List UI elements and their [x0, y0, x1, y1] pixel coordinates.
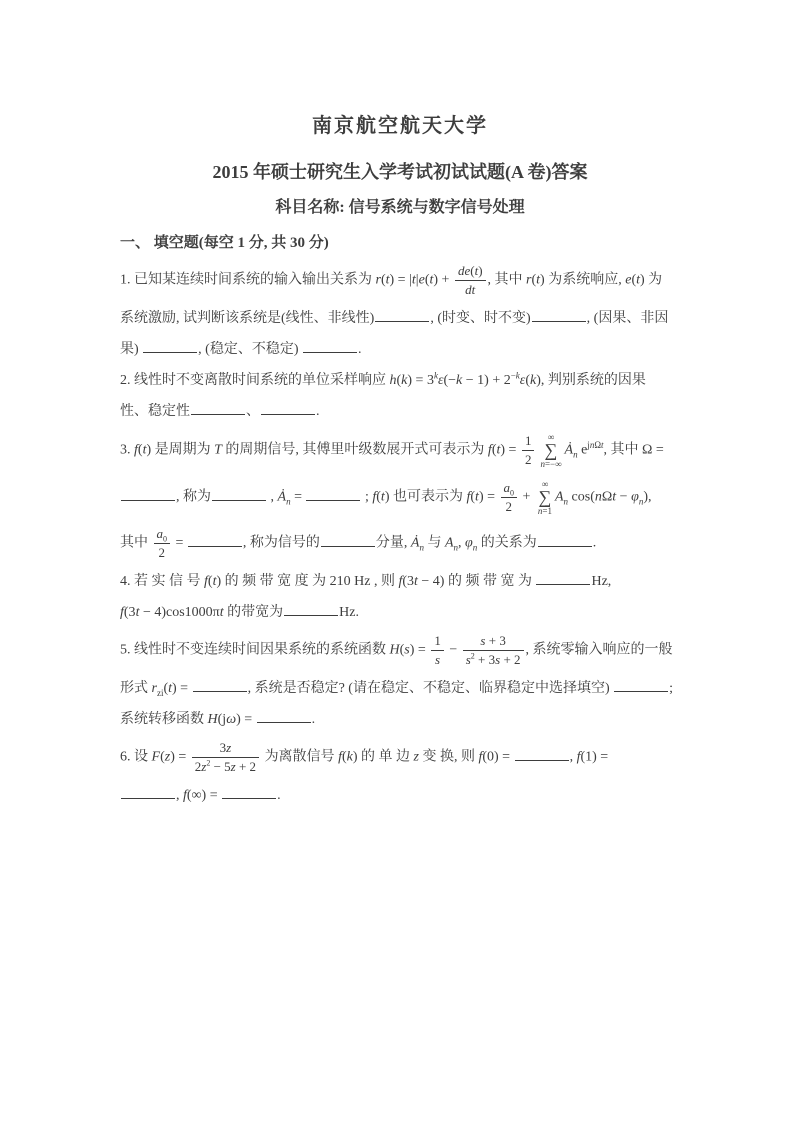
- question-6: [120, 740, 680, 806]
- question-3: [120, 432, 680, 561]
- question-2-line-2: 性、稳定性 、 .: [120, 401, 680, 422]
- university-name: 南京航空航天大学: [312, 115, 488, 137]
- question-1: [120, 263, 680, 360]
- exam-title: 2015 年硕士研究生入学考试初试试题(A 卷)答案: [212, 162, 588, 182]
- fill-blank: [261, 401, 315, 415]
- question-1-line-2: 系统激励, 试判断该系统是(线性、非线性) , (时变、时不变) , (因果、非因: [120, 308, 680, 329]
- fill-blank: [188, 533, 242, 547]
- fill-blank: [193, 678, 247, 692]
- question-6-line-2: , f(∞) = .: [120, 785, 680, 806]
- fill-blank: [121, 785, 175, 799]
- question-5-line-1: 5. 线性时不变连续时间因果系统的系统函数 H(s) = $\frac{1}{s}$ − $\frac{s + 3}{s^2 + 3s + 2}$ , 系统零输入响应的一般: [120, 633, 673, 667]
- question-5-line-3: 系统转移函数 H(jω) = .: [120, 709, 680, 730]
- fill-blank: [614, 678, 668, 692]
- fill-blank: [191, 401, 245, 415]
- question-5-line-2: 形式 $r_{zi}(t)$ = , 系统是否稳定? (请在稳定、不稳定、临界稳定中选择填空) ;: [120, 678, 680, 699]
- fill-blank: [532, 308, 586, 322]
- question-1-line-3: 果) , (稳定、不稳定) .: [120, 339, 680, 360]
- question-4-line-1: 4. 若 实 信 号 f(t) 的 频 带 宽 度 为 210 Hz , 则 f(3t − 4) 的 频 带 宽 为 Hz,: [120, 571, 680, 592]
- fill-blank: [257, 709, 311, 723]
- question-1-line-1: 1. 已知某连续时间系统的输入输出关系为 r(t) = |t|e(t) + $\frac{de(t)}{dt}$ , 其中 r(t) 为系统响应, e(t) 为: [120, 263, 663, 297]
- fill-blank: [222, 785, 276, 799]
- question-2-line-1: 2. 线性时不变离散时间系统的单位采样响应 $h(k) = 3^k\varepsilon(-k - 1) + 2^{-k}\varepsilon(k)$, 判别系统的因果: [120, 370, 646, 388]
- question-4: [120, 571, 680, 623]
- question-3-line-2: , 称为 , $Ȧ_n$ = ; f(t) 也可表示为 f(t) = $\frac{a_0}{2}$ + ∞ ∑ n=1 $A_n$ $\cos(n\Omega t - \varphi_n)$,: [120, 479, 680, 516]
- fill-blank: [306, 487, 360, 501]
- fill-blank: [303, 339, 357, 353]
- section-heading-fill-blanks: 一、 填空题(每空 1 分, 共 30 分): [120, 235, 329, 251]
- subject-name-line: 科目名称: 信号系统与数字信号处理: [275, 199, 525, 216]
- question-5: [120, 633, 680, 730]
- question-3-line-1: 3. f(t) 是周期为 T 的周期信号, 其傅里叶级数展开式可表示为 f(t) = $\frac{1}{2}$ ∞ ∑ n=−∞ $Ȧ_n$ $e^{jn\Omega t}$, 其中 Ω =: [120, 432, 664, 469]
- fill-blank: [212, 487, 266, 501]
- fill-blank: [321, 533, 375, 547]
- question-3-line-3: 其中 $\frac{a_0}{2}$ = , 称为信号的 分量, $Ȧ_n$ 与 $A_n$, $\varphi_n$ 的关系为 .: [120, 526, 597, 560]
- fill-blank: [284, 602, 338, 616]
- fill-blank: [375, 308, 429, 322]
- fill-blank: [143, 339, 197, 353]
- question-6-line-1: 6. 设 F(z) = $\frac{3z}{2z^2 - 5z + 2}$ 为离散信号 f(k) 的 单 边 z 变 换, 则 f(0) = , f(1) =: [120, 740, 609, 774]
- fill-blank: [121, 487, 175, 501]
- fill-blank: [536, 571, 590, 585]
- fill-blank: [538, 533, 592, 547]
- question-2: [120, 370, 680, 422]
- fill-blank: [515, 747, 569, 761]
- question-4-line-2: f(3t − 4)cos1000πt 的带宽为 Hz.: [120, 602, 680, 623]
